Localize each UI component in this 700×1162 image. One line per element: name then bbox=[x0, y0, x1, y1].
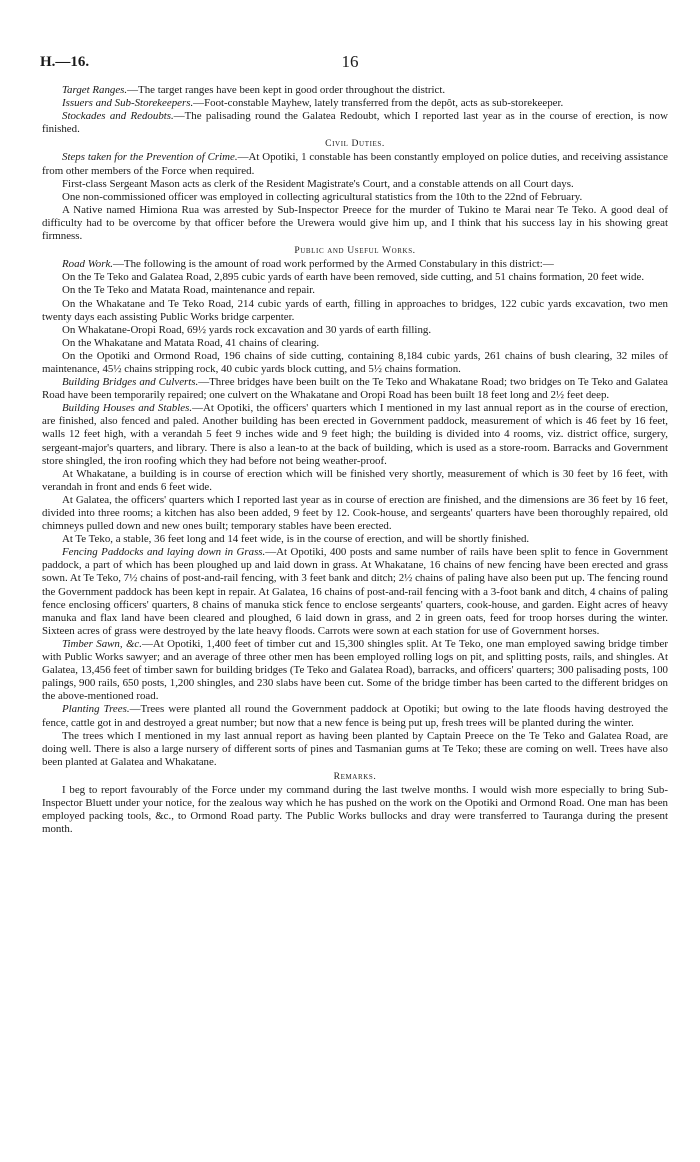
paragraph-text: On the Opotiki and Ormond Road, 196 chains of side cutting, containing 8,184 cubic yards, 261 chains of bush clearing, 32 miles of maintenance, 45½ chains stripping rock, 40 cubic yards block cutting, and 5½ chains formation. bbox=[42, 349, 668, 375]
paragraph-text: One non-commissioned officer was employed in collecting agricultural statistics from the 10th to the 22nd of February. bbox=[62, 190, 583, 203]
paragraph-lead: Building Houses and Stables. bbox=[62, 402, 193, 415]
paragraph bbox=[42, 151, 668, 177]
paragraph bbox=[42, 350, 668, 376]
paragraph bbox=[42, 97, 668, 110]
paragraph bbox=[42, 324, 668, 337]
page-number: 16 bbox=[341, 52, 359, 71]
paragraph-text: First-class Sergeant Mason acts as clerk of the Resident Magistrate's Court, and a constable attends on all Court days. bbox=[62, 177, 574, 190]
paragraph-lead: Issuers and Sub-Storekeepers. bbox=[62, 97, 194, 110]
paragraph-text: —At Opotiki, the officers' quarters which I mentioned in my last annual report as in the course of erection, are finished, also fenced and paled. Another building has been erected in Government paddock, measurement of which is 46 feet by 16 feet, walls 12 feet high, with a verandah 5 feet 9 inches wide and 9 feet high; the building is divided into 4 rooms, viz. district office, surgery, sergeant-major's quarters, and library. There is also a lean-to at the back of building, which is used as a store-room. Barracks and Government store shingled, the iron roofing which they had before not being weather-proof. bbox=[42, 402, 668, 467]
paragraph bbox=[42, 468, 668, 494]
paragraph bbox=[42, 204, 668, 243]
paragraph bbox=[42, 337, 668, 350]
paragraph-text: On the Te Teko and Galatea Road, 2,895 cubic yards of earth have been removed, side cutting, and 51 chains formation, 20 feet wide. bbox=[62, 271, 645, 284]
paragraph-text: —Foot-constable Mayhew, lately transferred from the depôt, acts as sub-storekeeper. bbox=[193, 97, 564, 110]
paragraph-text: —The following is the amount of road work performed by the Armed Constabulary in this district:— bbox=[113, 258, 554, 271]
paragraph-text: At Whakatane, a building is in course of erection which will be finished very shortly, measurement of which is 30 feet by 16 feet, with verandah in front and ends 6 feet wide. bbox=[42, 467, 668, 493]
paragraph bbox=[42, 284, 668, 297]
paragraph bbox=[42, 191, 668, 204]
paragraph-lead: Timber Sawn, &c. bbox=[62, 637, 142, 650]
paragraph-text: The trees which I mentioned in my last annual report as having been planted by Captain Preece on the Te Teko and Galatea Road, are doing well. There is also a large nursery of different sorts of pines and Tasmanian gums at Te Teko; these are coming on well. Trees have also been planted at Galatea and Whakatane. bbox=[42, 729, 668, 768]
paragraph-text: A Native named Himiona Rua was arrested by Sub-Inspector Preece for the murder of Tukino te Marai near Te Teko. A good deal of difficulty had to be overcome by that officer before the Urewera would give him up, and I think that his success lay in his showing great firmness. bbox=[42, 203, 668, 243]
paragraph bbox=[42, 178, 668, 191]
paragraph bbox=[42, 376, 668, 402]
paragraph-text: —At Opotiki, 400 posts and same number of rails have been split to fence in Government paddock, a part of which has been ploughed up and laid down in grass. At Whakatane, 16 chains of new fencing have been erected and grass sown. At Te Teko, 7½ chains of post-and-rail fencing, with 3 feet bank and ditch; 2½ chains of paling have also been put up. The fencing round the Government paddock has been kept in repair. At Galatea, 16 chains of post-and-rail fencing with a 3-foot bank and ditch, 4 chains of paling fence enclosing officers' quarters, 8 chains of manuka stick fence to enclose sergeants' quarters, cook-house, and garden. Eight acres of heavy manuka and flax land have been cleared and ploughed, 6 laid down in grass, and 2 in green oats, feed for troop horses during the winter. Sixteen acres of grass were destroyed by the late heavy floods. Carrots were sown at each station for use of Government horses. bbox=[42, 546, 669, 637]
paragraph-text: —The target ranges have been kept in good order throughout the district. bbox=[127, 84, 446, 96]
section-heading: Remarks. bbox=[333, 770, 377, 782]
paragraph-text: On the Te Teko and Matata Road, maintenance and repair. bbox=[62, 284, 316, 297]
paragraph-text: On the Whakatane and Matata Road, 41 chains of clearing. bbox=[62, 336, 320, 349]
paragraph bbox=[42, 730, 668, 769]
paragraph bbox=[42, 638, 668, 703]
paper-reference: H.—16. bbox=[40, 54, 90, 70]
paragraph-text: —At Opotiki, 1 constable has been constantly employed on police duties, and receiving assistance from other members of the Force when required. bbox=[42, 151, 668, 177]
paragraph-text: At Te Teko, a stable, 36 feet long and 14 feet wide, is in the course of erection, and will be shortly finished. bbox=[62, 533, 530, 546]
paragraph bbox=[42, 84, 668, 97]
paragraph bbox=[42, 271, 668, 284]
paragraph bbox=[42, 402, 668, 467]
paragraph-text: On the Whakatane and Te Teko Road, 214 cubic yards of earth, filling in approaches to bridges, 122 cubic yards excavation, two men twenty days each assisting Public Works bridge carpenter. bbox=[42, 297, 668, 323]
paragraph-lead: Fencing Paddocks and laying down in Grass. bbox=[62, 546, 266, 559]
paragraph-text: —Trees were planted all round the Government paddock at Opotiki; but owing to the late floods having destroyed the fence, cattle got in and destroyed a great number; but now that a new fence is being put up, fresh trees will be planted during the winter. bbox=[42, 703, 668, 729]
section-heading: Public and Useful Works. bbox=[294, 245, 416, 257]
paragraph-lead: Stockades and Redoubts. bbox=[62, 110, 174, 123]
paragraph-text: —At Opotiki, 1,400 feet of timber cut and 15,300 shingles split. At Te Teko, one man employed sawing bridge timber with Public Works sawyer; and an average of three other men has been employed rolling logs on pit, and splitting posts, rails, and shingles. At Galatea, 13,456 feet of timber sawn for building bridges (Te Teko and Galatea Road), barracks, and officers' quarters; 300 palisading posts, 100 palings, 900 rails, 650 posts, 1,200 shingles, and 230 slabs have been cut. Some of the bridge timber has been carted to the different bridges on the above-mentioned road. bbox=[42, 637, 668, 703]
paragraph bbox=[42, 258, 668, 271]
paragraph-text: —The palisading round the Galatea Redoubt, which I reported last year as in the course of erection, is now finished. bbox=[42, 110, 668, 136]
paragraph bbox=[42, 546, 668, 638]
document-body bbox=[42, 84, 668, 836]
paragraph bbox=[42, 703, 668, 729]
paragraph bbox=[42, 298, 668, 324]
paragraph bbox=[42, 784, 668, 836]
paragraph bbox=[42, 494, 668, 533]
paragraph bbox=[42, 110, 668, 136]
paragraph-text: At Galatea, the officers' quarters which I reported last year as in course of erection are finished, and the dimensions are 36 feet by 16 feet, divided into three rooms; a kitchen has also been added, 9 feet by 12. Cook-house, and sergeants' quarters have been thoroughly repaired, old chimneys pulled down and new ones built; temporary stables have been erected. bbox=[42, 493, 668, 533]
paragraph bbox=[42, 533, 668, 546]
section-heading: Civil Duties. bbox=[325, 138, 385, 150]
paragraph-lead: Planting Trees. bbox=[62, 703, 130, 716]
paragraph-lead: Road Work. bbox=[62, 258, 114, 271]
paragraph-lead: Target Ranges. bbox=[62, 84, 128, 96]
paragraph-lead: Building Bridges and Culverts. bbox=[62, 376, 199, 389]
paragraph-text: On Whakatane-Oropi Road, 69½ yards rock excavation and 30 yards of earth filling. bbox=[62, 323, 432, 336]
paragraph-text: —Three bridges have been built on the Te Teko and Whakatane Road; two bridges on Te Teko and Galatea Road have been temporarily repaired; one culvert on the Whakatane and Oropi Road has been built 18 feet long and 2½ feet deep. bbox=[42, 376, 668, 402]
paragraph-text: I beg to report favourably of the Force under my command during the last twelve months. I would wish more especially to bring Sub-Inspector Bluett under your notice, for the zealous way which he has pushed on the work on the Opotiki and Ormond Road. One man has been employed packing tools, &c., to Ormond Road party. The Public Works bullocks and dray were transferred to Tauranga during the present month. bbox=[42, 783, 668, 836]
paragraph-lead: Steps taken for the Prevention of Crime. bbox=[62, 151, 238, 164]
